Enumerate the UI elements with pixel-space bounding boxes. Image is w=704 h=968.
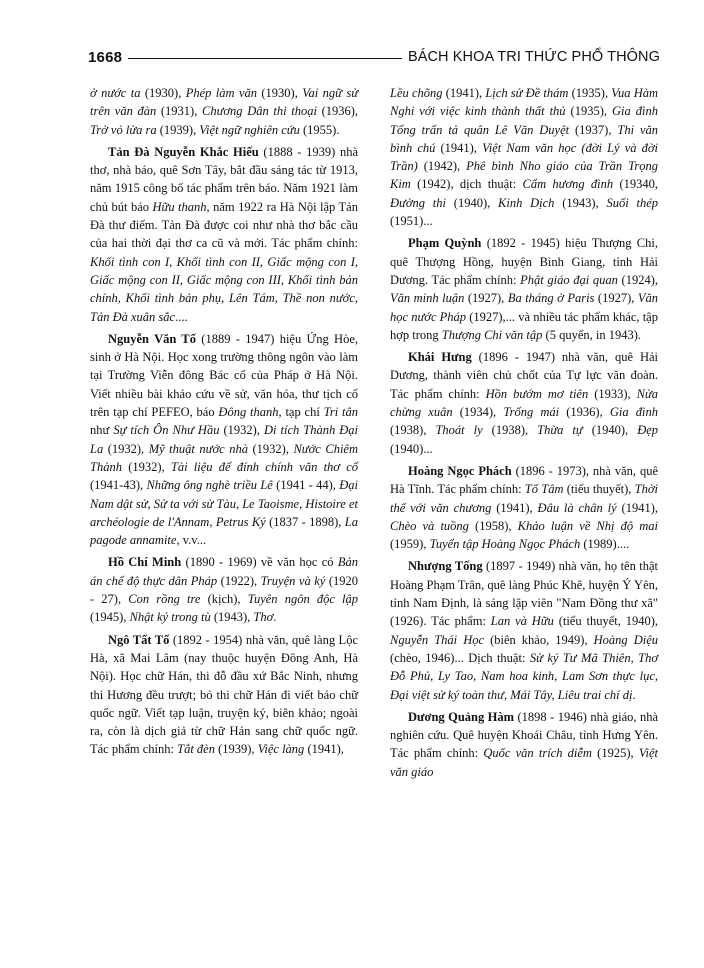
work-title: Gia đình [609, 405, 658, 420]
body-text: (1941), [491, 500, 538, 515]
body-text: (1935), [565, 104, 613, 119]
body-text: (1932), [219, 423, 264, 438]
work-title: Lan và Hữu [490, 614, 554, 629]
body-text: (1932), [121, 459, 171, 474]
work-title: Thừa tự [537, 423, 583, 438]
body-text: (1938), [482, 423, 538, 438]
body-text: (1927), [464, 291, 508, 306]
work-title: Ba tháng ở Paris [507, 291, 595, 306]
work-title: Khảo luận về Nhị độ mai [517, 518, 658, 533]
body-text: (1932), [103, 441, 149, 456]
body-text: (1920 - 27), [90, 573, 358, 607]
work-title: Tuyển tập Hoàng Ngọc Phách [429, 537, 581, 552]
entry-name: Nhượng Tống [408, 559, 483, 574]
entry-paragraph [390, 708, 658, 781]
body-text: (1942), [417, 159, 467, 174]
paragraph-continuation [90, 84, 358, 139]
body-text: như [90, 423, 114, 438]
work-title: Vai ngữ sử trên văn đàn [90, 86, 359, 119]
work-title: Việt ngữ nghiên cứu [199, 122, 300, 137]
entry-name: Hoàng Ngọc Phách [408, 463, 512, 478]
entry-paragraph [390, 234, 658, 344]
body-text: (5 quyển, in 1943). [542, 327, 642, 342]
running-title: BÁCH KHOA TRI THỨC PHỔ THÔNG [407, 49, 660, 65]
entry-paragraph [90, 143, 358, 326]
work-title: Cẩm hương đình [522, 177, 614, 192]
work-title: Hữu thanh [152, 199, 207, 214]
body-text: (1932), [247, 441, 294, 456]
body-text: (kịch), [200, 592, 248, 607]
body-text: (1941), [435, 140, 483, 155]
work-title: Con rồng tre [128, 592, 201, 607]
work-title: Truyện và ký [260, 573, 326, 588]
body-text: (biên khảo, 1949), [484, 632, 594, 647]
entry-name: Phạm Quỳnh [408, 236, 482, 251]
entry-name: Ngô Tất Tố [108, 632, 170, 647]
work-title: Lịch sử Đề thám [485, 86, 569, 100]
work-title: Phê bình Nho giáo của Trần Trọng Kim [390, 159, 658, 192]
work-title: Khối tình con I, Khối tình con II, Giấc mộng con I, Giấc mộng con II, Giấc mộng con III, Khối tình bản chính, Khối tình bản phụ, Lên Tám, Thề non nước, Tản Đà xuân sắc [90, 254, 358, 324]
work-title: Suối thép [606, 195, 659, 210]
work-title: Đẹp [637, 423, 659, 438]
body-text: (1989).... [580, 537, 630, 552]
work-title: Nguyễn Thái Học [390, 632, 485, 647]
body-text: (1931), [156, 104, 202, 119]
body-text: (1930), [140, 86, 186, 100]
body-text: (1889 - 1947) hiệu Ứng Hòe, sinh ở Hà Nội. Học xong trường thông ngôn vào làm tại Trường Viễn đông Bác cổ của Pháp ở Hà Nội. Viết nhiều bài khảo cứu về sử, văn hóa, thư tịch cổ trên tạp chí PEFEO, báo [90, 331, 358, 420]
body-text: (1922), [217, 573, 261, 588]
body-text: (1937), [569, 122, 618, 137]
entry-name: Hồ Chí Minh [108, 555, 182, 570]
work-title: Thoát ly [435, 423, 483, 438]
body-text: (1896 - 1973), nhà văn, quê Hà Tĩnh. Tác phẩm chính: [390, 463, 658, 497]
work-title: La pagode annamite [90, 514, 358, 548]
work-title: Vua Hàm Nghi với việc kinh thành thất thủ [390, 86, 659, 119]
body-text: . [632, 687, 636, 702]
entry-name: Khái Hưng [408, 350, 472, 365]
body-text: (tiểu thuyết, 1940), [553, 614, 658, 629]
work-title: Tố Tâm [524, 482, 564, 497]
work-title: Tuyên ngôn độc lập [247, 592, 358, 607]
body-text: (1896 - 1947) nhà văn, quê Hải Dương, thành viên chủ chốt của Tự lực văn đoàn. Tác phẩm chính: [390, 350, 658, 401]
body-text: (19340, [613, 177, 658, 192]
page-header [88, 46, 660, 68]
entry-paragraph [390, 557, 658, 703]
body-text: (1897 - 1949) nhà văn, họ tên thật Hoàng Phạm Trân, quê làng Phúc Khê, huyện Ý Yên, tỉnh Nam Định, là sáng lập viên "Nam Đồng thư xã" (1926). Tác phẩm: [390, 559, 658, 629]
work-title: Lều chõng [390, 86, 443, 100]
work-title: Phép làm văn [185, 86, 257, 100]
body-text: (1939), [156, 122, 200, 137]
work-title: Kinh Dịch [498, 195, 555, 210]
body-text: (tiểu thuyết), [563, 482, 635, 497]
body-text: (1938), [390, 423, 436, 438]
work-title: Văn minh luận [390, 291, 465, 306]
body-text: (1955). [299, 122, 340, 137]
entry-paragraph [90, 631, 358, 759]
body-text: (1933), [588, 386, 637, 401]
work-title: Thời thế với văn chương [390, 482, 658, 515]
entry-paragraph [390, 462, 658, 553]
body-text: (1892 - 1954) nhà văn, quê làng Lộc Hà, xã Mai Lâm (nay thuộc huyện Đông Anh, Hà Nội). Học chữ Hán, thi đỗ đầu xứ Bắc Ninh, nhưng thi Hương đều trượt; bỏ thi chữ Hán đi viết báo chữ quốc ngữ. Viết tạp luận, truyện ký, biên khảo; ngoài ra, còn là dịch giả từ chữ Hán sang chữ quốc ngữ. Tác phẩm chính: [90, 632, 358, 757]
work-title: Trở vỏ lửa ra [90, 122, 157, 137]
body-text: (1898 - 1946) nhà giáo, nhà nghiên cứu. Quê huyện Khoái Châu, tỉnh Hưng Yên. Tác phẩm chính: [390, 709, 658, 761]
body-text: (1943), [210, 610, 254, 625]
work-title: Nước Chiêm Thành [90, 441, 358, 474]
body-text: (1941), [616, 500, 658, 515]
entry-name: Dương Quảng Hàm [408, 709, 515, 724]
body-text: (1951)... [390, 214, 433, 229]
work-title: Những ông nghè triều Lê [146, 478, 273, 493]
entry-paragraph [90, 330, 358, 550]
work-title: Sự tích Ôn Như Hầu [113, 423, 220, 438]
body-text: (1927),... và nhiều tác phẩm khác, tập hợp trong [390, 309, 658, 342]
body-text: , v.v... [176, 533, 207, 548]
body-text: (1941-43), [90, 478, 147, 493]
work-title: Việt Nam văn học (đời Lý và đời Trần) [390, 140, 658, 174]
work-title: Quốc văn trích diễm [483, 746, 592, 761]
body-text: (1940)... [390, 441, 433, 456]
work-title: Mỹ thuật nước nhà [148, 441, 248, 456]
work-title: Chèo và tuồng [390, 518, 469, 533]
body-text: (1927), [594, 291, 638, 306]
work-title: Gia đình Tổng trấn tả quân Lê Văn Duyệt [390, 104, 658, 137]
work-title: Phật giáo đại quan [520, 272, 618, 287]
body-text: , năm 1922 ra Hà Nội lập Tản Đà thư điếm. Tản Đà được coi như nhà thơ bắc cầu của hai thời đại thơ ca cũ và mới. Tác phẩm chính: [90, 199, 358, 251]
body-text: .... [175, 309, 188, 324]
work-title: Đường thi [390, 195, 446, 210]
work-title: Việc làng [257, 742, 305, 757]
work-title: Nửa chừng xuân [390, 386, 659, 420]
right-column [390, 84, 658, 785]
work-title: Đâu là chân lý [537, 500, 617, 515]
body-text: (1888 - 1939) nhà thơ, nhà báo, quê Sơn Tây, bắt đầu sáng tác từ 1913, năm 1915 công bố tác phẩm trên báo. Năm 1921 làm chủ bút báo [90, 144, 358, 214]
body-text: (1924), [617, 272, 659, 287]
body-text: (1943), [554, 195, 607, 210]
work-title: Thượng Chi văn tập [441, 327, 543, 342]
body-text: (1958), [468, 518, 518, 533]
work-title: Sử ký Tư Mã Thiên, Thơ Đỗ Phủ, Ly Tao, Nam hoa kinh, Lam Sơn thực lục, Đại việt sử ký toàn thư, Mái Tây, Liêu trai chí dị [390, 650, 659, 702]
work-title: Hồn bướm mơ tiên [485, 386, 589, 401]
entry-paragraph [90, 553, 358, 626]
entry-paragraph [390, 348, 658, 458]
body-text: . [273, 610, 277, 625]
body-text: (chèo, 1946)... Dịch thuật: [390, 650, 530, 665]
paragraph-continuation [390, 84, 658, 230]
body-text: (1890 - 1969) về văn học có [181, 555, 338, 570]
work-title: Nhật ký trong tù [129, 610, 211, 625]
work-title: Tài liệu để đính chính văn thơ cổ [170, 459, 359, 474]
work-title: Văn học nước Pháp [390, 291, 659, 324]
body-text: (1939), [214, 742, 258, 757]
work-title: Đại Nam dật sử, Sử ta với sử Tàu, Le Taoisme, Histoire et archéologie de l'Annam, Petrus Ký [90, 478, 358, 529]
left-column [90, 84, 358, 763]
work-title: Chương Dân thi thoại [201, 104, 317, 119]
work-title: Việt văn giáo [390, 746, 659, 779]
body-text: (1925), [591, 746, 639, 761]
body-text: (1934), [452, 405, 504, 420]
body-text: (1936), [316, 104, 359, 119]
body-text: (1936), [559, 405, 610, 420]
body-text: (1837 - 1898), [265, 514, 345, 529]
work-title: Thơ [253, 610, 274, 625]
body-text: (1941), [304, 742, 344, 757]
body-text: (1892 - 1945) hiệu Thượng Chi, quê Thượng Hồng, huyện Bình Giang, tỉnh Hải Dương. Tác phẩm chính: [390, 236, 658, 287]
entry-name: Tản Đà Nguyễn Khắc Hiếu [108, 144, 259, 159]
work-title: Di tích Thành Đại La [90, 423, 358, 456]
work-title: Đông thanh [218, 405, 279, 420]
work-title: ở nước ta [90, 86, 141, 100]
body-text: (1940), [446, 195, 499, 210]
body-text: (1941), [442, 86, 486, 100]
page-number: 1668 [88, 48, 123, 66]
work-title: Thi văn bình chú [390, 122, 658, 155]
body-text: (1941 - 44), [272, 478, 340, 493]
work-title: Hoàng Diệu [593, 632, 658, 647]
body-text: (1945), [90, 610, 130, 625]
entry-name: Nguyễn Văn Tố [108, 331, 196, 346]
body-text: (1942), dịch thuật: [410, 177, 523, 192]
body-text: , tạp chí [278, 405, 324, 420]
work-title: Tri tân [323, 405, 358, 420]
body-text: (1940), [582, 423, 638, 438]
body-text: (1935), [568, 86, 612, 100]
work-title: Tắt đèn [177, 742, 215, 757]
body-text: (1959), [390, 537, 430, 552]
header-rule [128, 58, 402, 59]
work-title: Trống mái [503, 405, 560, 420]
work-title: Bản án chế độ thực dân Pháp [90, 555, 358, 588]
body-text: (1930), [257, 86, 303, 100]
